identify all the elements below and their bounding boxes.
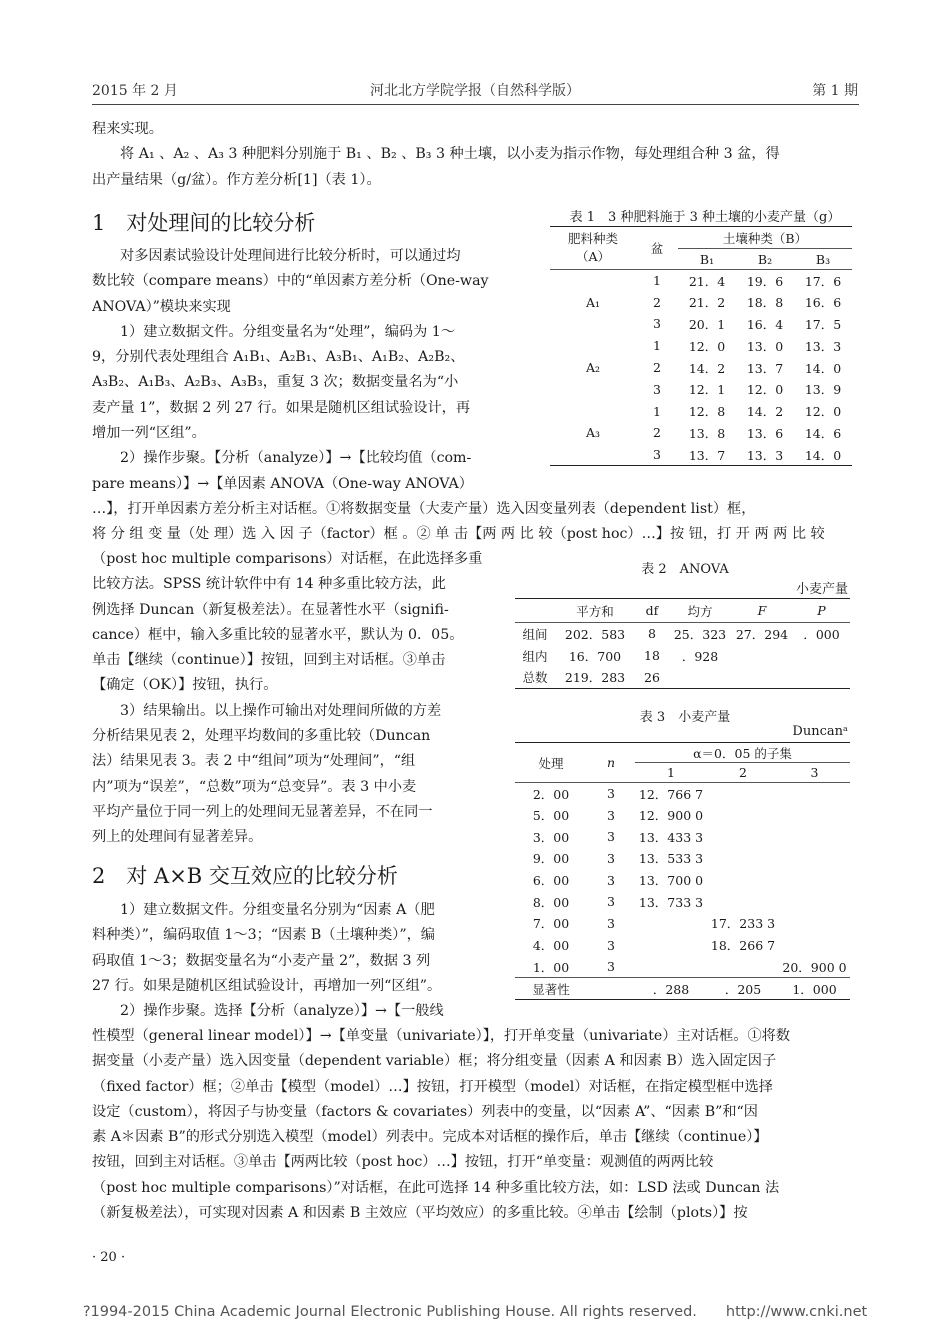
table3-cell: 2．00 [532, 786, 570, 802]
table1-cell: 17．5 [804, 316, 842, 332]
section2-heading: 2 对 A×B 交互效应的比较分析 [92, 864, 398, 888]
table3-cell [707, 804, 779, 826]
table3-cell [779, 783, 850, 805]
table1-cell: 14．2 [746, 404, 784, 420]
table3-cell: 17．233 3 [710, 916, 776, 932]
table3-header-subset: α＝0．05 的子集 [635, 743, 850, 763]
table3-row [515, 848, 850, 870]
section1-p3b: （post hoc multiple comparisons）对话框，在此选择多重 比较方法。SPSS 统计软件中有 14 种多重比较方法，此 例选择 Duncan（新复极差法）。在显著性水平（signifi- cance）框中，输入多重比较的显著水平，默认为 0．05。 单击【继续（continue）】按钮，回到主对话框。③单击 【确定（OK）】按钮，执行。 3）结果输出。以上操作可输出对处理间所做的方差 分析结果见表 2，处理平均数间的多重比较（Duncan 法）结果见表 3。表 2 中“组间”项为“处理间”，“组 内”项为“误差”，“总数”项为“总变异”。表 3 中小麦 平均产量位于同一列上的处理间无显著差异，不在同一 列上的处理间有显著差异。 [92, 551, 483, 846]
table2-cell: 25．323 [673, 626, 727, 642]
table1-caption: 表 1 3 种肥料施于 3 种土壤的小麦产量（g） [569, 210, 841, 225]
table3-cell: 3 [607, 872, 615, 888]
table3-cell [779, 826, 850, 848]
table3-cell: 3 [607, 829, 615, 845]
table1-cell: 14．0 [804, 360, 842, 376]
table1-cell: 14．6 [804, 425, 842, 441]
table1-cell: 21．2 [688, 295, 726, 311]
table1-cell: 13．9 [804, 382, 842, 398]
table1-row [550, 400, 852, 422]
table3-row [515, 956, 850, 978]
table3-cell: 13．733 3 [638, 894, 704, 910]
table2-row [515, 645, 850, 667]
table3-cell: 18．266 7 [710, 938, 776, 954]
table1-cell: 1 [653, 403, 661, 419]
table3-cell [707, 891, 779, 913]
table1-header-soil: 土壤种类（B） [678, 227, 852, 249]
table3-cell [779, 848, 850, 870]
table1-fert-name: A₂ [585, 360, 601, 376]
table1-cell: 2 [653, 294, 661, 310]
table3-cell [779, 804, 850, 826]
table3-sig-row [515, 978, 850, 1000]
table2-cell [669, 667, 731, 689]
table1-cell: 13．0 [746, 338, 784, 354]
table3-cell: 9．00 [532, 851, 570, 867]
table3-cell [635, 913, 707, 935]
table1-cell: 21．4 [678, 270, 736, 292]
table1-cell: 18．8 [746, 295, 784, 311]
table3-cell: 13．533 3 [638, 851, 704, 867]
section1-p1: 对多因素试验设计处理间进行比较分析时，可以通过均 数比较（compare means）中的“单因素方差分析（One-way ANOVA）”模块来实现 1）建立数据文件。分组变量名为“处理”，编码为 1～ 9，分别代表处理组合 A₁B₁、A₂B₁、A₃B₁、A₁B₂、A₂B₂、 A₃B₂、A₁B₃、A₂B₃、A₃B₃，重复 3 次；数据变量名为“小 麦产量 1”，数据 2 列 27 行。如果是随机区组试验设计，再 增加一列“区组”。 2）操作步聚。【分析（analyze）】→【比较均值（com- pare means）】→【单因素 ANOVA（One-way ANOVA） [92, 248, 489, 492]
table3-cell [707, 848, 779, 870]
table1-row [550, 270, 852, 292]
table2-cell: 8 [648, 626, 656, 642]
table1-cell: 12．0 [804, 404, 842, 420]
table1-cell: 2 [653, 360, 661, 376]
table2 [515, 598, 850, 689]
table2-cell: 26 [635, 667, 669, 689]
table2-cell: 总数 [515, 667, 555, 689]
table1-cell: 16．4 [746, 316, 784, 332]
table3-cell: 8．00 [532, 894, 570, 910]
table1-cell: 3 [653, 316, 661, 332]
table1-cell: 13．3 [736, 444, 794, 466]
table3-cell: 3 [607, 894, 615, 910]
table3-cell [635, 934, 707, 956]
table3-sig-value: ．288 [635, 978, 707, 1000]
table3-cell: 3 [607, 937, 615, 953]
table1-cell: 13．8 [688, 425, 726, 441]
table1-cell: 1 [653, 338, 661, 354]
table3-header-treat: 处理 [515, 743, 587, 783]
table3-cell [707, 783, 779, 805]
table1-cell: 16．6 [804, 295, 842, 311]
table3-cell: 3．00 [532, 829, 570, 845]
table3-cell: 20．900 0 [782, 959, 847, 975]
table3-cell [707, 956, 779, 978]
table2-header-row: 平方和 df 均方 F P [515, 599, 850, 623]
header-rule [92, 104, 859, 105]
table3-cell: 3 [607, 786, 615, 802]
table1-cell: 12．8 [688, 404, 726, 420]
section1-heading: 1 对处理间的比较分析 [92, 211, 316, 235]
table3-cell: 13．700 0 [638, 873, 704, 889]
table2-cell: ．928 [681, 648, 719, 664]
table3-cell: 3 [607, 850, 615, 866]
table3-header-n: n [587, 743, 635, 783]
table3-cell [779, 913, 850, 935]
header-date: 2015 年 2 月 [92, 83, 178, 99]
table1-cell: 1 [636, 270, 678, 292]
table2-row [515, 623, 850, 645]
table3-cell: 13．433 3 [638, 829, 704, 845]
table2-cell: 组间 [522, 626, 548, 642]
section2-p1: 1）建立数据文件。分组变量名分别为“因素 A（肥 料种类）”，编码取值 1～3；“因素 B（土壤种类）”，编 码取值 1～3；数据变量名为“小麦产量 2”，数据 3 列 27 行。如果是随机区组试验设计，再增加一列“区组”。 2）操作步聚。选择【分析（analyze）】→【一般线 [92, 902, 444, 1020]
table3-row [515, 891, 850, 913]
table2-cell: 18 [644, 648, 660, 663]
copyright-footer: ?1994-2015 China Academic Journal Electronic Publishing House. All rights reserved. http://www.cnki.net [82, 1304, 868, 1320]
table1-cell: 13．7 [678, 444, 736, 466]
table3-cell: 6．00 [532, 873, 570, 889]
intro-text: 程来实现。 将 A₁ 、A₂ 、A₃ 3 种肥料分别施于 B₁ 、B₂ 、B₃ 3 种土壤，以小麦为指示作物，每处理组合种 3 盆，得 出产量结果（g/盆）。作方差分析[1]（表 1）。 [92, 121, 780, 188]
table3-row [515, 934, 850, 956]
table1-cell: 19．6 [736, 270, 794, 292]
table2-cell: 组内 [522, 648, 548, 664]
table1-cell: 14．2 [688, 360, 726, 376]
table1-cell: 12．0 [746, 382, 784, 398]
table1-cell: 2 [653, 425, 661, 441]
table3-cell [779, 869, 850, 891]
table3-cell: 7．00 [532, 916, 570, 932]
table1-cell: 12．1 [688, 382, 726, 398]
table1-cell: 20．1 [688, 316, 726, 332]
section1-p3-full: …】，打开单因素方差分析主对话框。①将数据变量（大麦产量）选入因变量列表（dependent list）框， 将 分 组 变 量（处 理）选 入 因 子（factor）框 。② 单 击【两 两 比 较（post hoc）…】按 钮，打 开 两 两 比 较 [92, 501, 825, 543]
table2-cell: 27．294 [735, 626, 789, 642]
table1-cell: 13．7 [746, 360, 784, 376]
table1-cell: 14．0 [794, 444, 852, 466]
table3-cell [707, 869, 779, 891]
header-issue: 第 1 期 [812, 83, 858, 99]
table3-row [515, 826, 850, 848]
table2-caption: 表 2 ANOVA [641, 562, 729, 577]
table3-row [515, 913, 850, 935]
table3-sig-value: 1．000 [779, 978, 850, 1000]
table3-cell [779, 891, 850, 913]
table3-cell: 1．00 [532, 959, 570, 975]
section2-p2: 性模型（general linear model）】→【单变量（univariate）】，打开单变量（univariate）主对话框。①将数 据变量（小麦产量）选入因变量（dependent variable）框；将分组变量（因素 A 和因素 B）选入固定因子 （fixed factor）框；②单击【模型（model）…】按钮，打开模型（model）对话框，在指定模型框中选择 设定（custom），将因子与协变量（factors & covariates）列表中的变量，以“因素 A”、“因素 B”和“因 素 A＊因素 B”的形式分别选入模型（model）列表中。完成本对话框的操作后，单击【继续（continue）】 按钮，回到主对话框。③单击【两两比较（post hoc）…】按钮，打开“单变量：观测值的两两比较 （post hoc multiple comparisons）”对话框，在此可选择 14 种多重比较方法，如：LSD 法或 Duncan 法 （新复极差法），可实现对因素 A 和因素 B 主效应（平均效应）的多重比较。④单击【绘制（plots）】按 [92, 1028, 791, 1222]
table2-unit: 小麦产量 [795, 582, 848, 597]
table3-cell: 3 [607, 915, 615, 931]
table3-cell [707, 826, 779, 848]
table1-cell: 12．0 [688, 338, 726, 354]
table1-cell: 13．6 [746, 425, 784, 441]
table3-row [515, 869, 850, 891]
table3-cell: 3 [607, 807, 615, 823]
table3-cell [635, 956, 707, 978]
table3-cell [779, 934, 850, 956]
table2-cell: ．000 [803, 626, 840, 642]
table1-row [550, 335, 852, 357]
table3-cell: 12．900 0 [638, 808, 704, 824]
table2-cell: 16．700 [568, 648, 622, 664]
table2-cell [793, 645, 850, 667]
table2-cell: 202．583 [564, 626, 626, 642]
table3: 处理 n α＝0．05 的子集 1 2 3 2．00 3 12．766 7 5．00 3 12．900 0 3．00 3 13．433 3 9．00 3 13．533 3 6．00 3 13．700 0 8．00 3 13．733 3 7．00 3 17．233 3 4．00 3 18．266 7 1．00 3 20．900 0 显著性 ．288 ．205 1．000 [515, 742, 850, 1000]
table3-row [515, 804, 850, 826]
table1-fert-name: A₁ [550, 270, 636, 335]
table1-cell: 17．6 [794, 270, 852, 292]
table3-cell: 4．00 [532, 938, 570, 954]
table1-soil-b3: B₃ [815, 251, 831, 267]
table1-soil-b2: B₂ [757, 251, 773, 267]
table3-sig-blank [587, 978, 635, 1000]
table1-cell: 3 [653, 381, 661, 397]
table2-cell: 219．283 [555, 667, 635, 689]
table3-method: Duncanᵃ [792, 724, 848, 739]
table3-sig-label: 显著性 [515, 978, 587, 1000]
table2-cell [793, 667, 850, 689]
table1-header-fert: 肥料种类 （A） [550, 227, 636, 270]
table3-row [515, 783, 850, 805]
page-number: · 20 · [92, 1250, 126, 1265]
table2-cell [731, 667, 793, 689]
table3-cell: 3 [607, 959, 615, 975]
table3-cell: 12．766 7 [638, 786, 704, 802]
table1-header-pot: 盆 [636, 227, 678, 270]
table2-row [515, 667, 850, 689]
table1-soil-b1: B₁ [699, 251, 715, 267]
table1-cell: 13．3 [804, 338, 842, 354]
table3-caption: 表 3 小麦产量 [639, 710, 731, 725]
table3-cell: 5．00 [532, 808, 570, 824]
table1 [550, 226, 852, 466]
header-journal: 河北北方学院学报（自然科学版） [370, 83, 580, 99]
table3-sig-value: ．205 [707, 978, 779, 1000]
table2-cell [731, 645, 793, 667]
table1-cell: 3 [636, 444, 678, 466]
table1-fert-name: A₃ [550, 400, 636, 465]
